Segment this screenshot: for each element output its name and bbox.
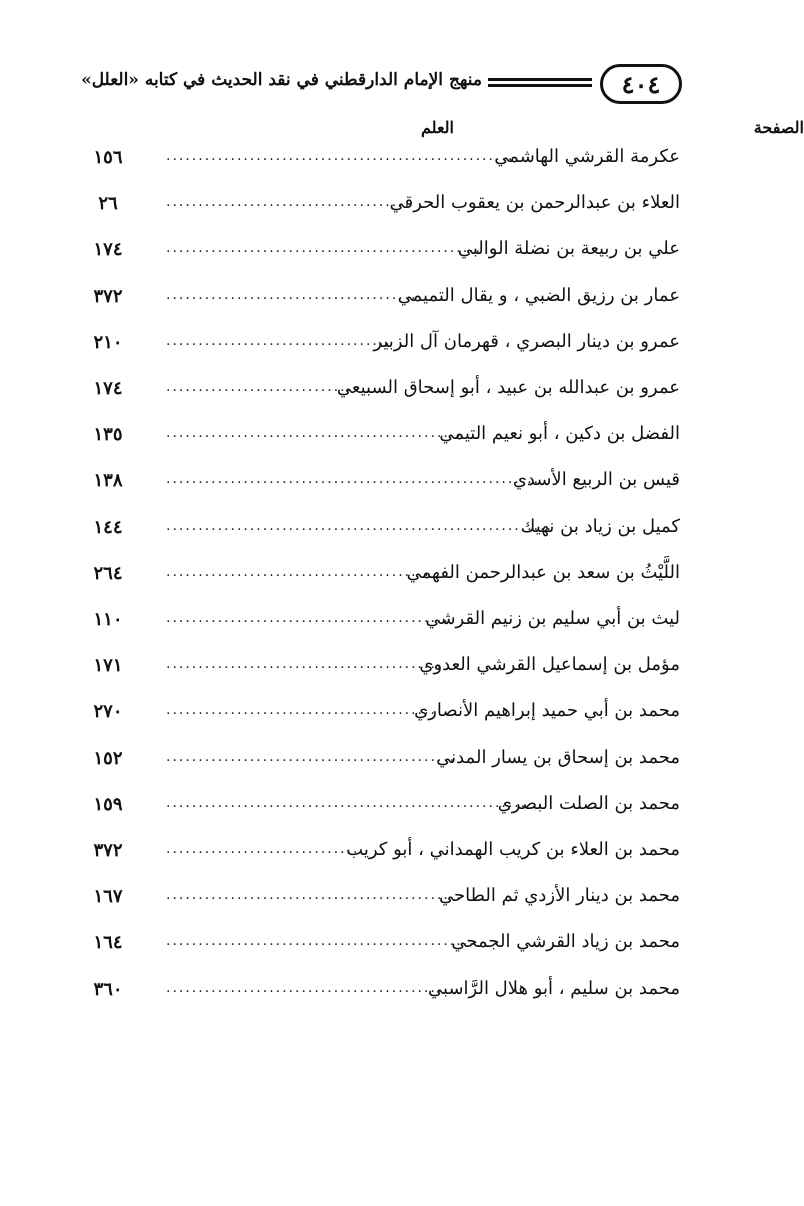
entry-name: محمد بن العلاء بن كريب الهمداني ، أبو كريب <box>346 839 680 860</box>
dot-leader: ........................................................ <box>166 794 528 811</box>
index-entry <box>0 600 732 646</box>
entry-name: محمد بن الصلت البصري <box>497 792 680 814</box>
entry-page: ٢٧٠ <box>93 701 123 723</box>
dot-leader: ............................. <box>166 379 354 395</box>
entry-name: عمار بن رزيق الضبي ، و يقال التميمي <box>397 284 680 306</box>
dot-leader: .............................................. <box>166 425 463 442</box>
dot-leader: .............................................. <box>166 887 463 904</box>
entry-page: ٣٧٢ <box>93 840 123 861</box>
entry-page: ١٧٤ <box>93 378 123 399</box>
entry-page: ١١٠ <box>93 609 123 630</box>
dot-leader: ............................................ <box>166 979 450 996</box>
index-entry <box>0 785 732 831</box>
entry-name: ليث بن أبي سليم بن زنيم القرشي <box>425 608 680 629</box>
index-entry <box>0 415 732 461</box>
index-entry <box>0 138 732 184</box>
entry-page: ٣٦٠ <box>93 978 123 1000</box>
index-entry <box>0 970 732 1016</box>
entry-page: ١٣٨ <box>93 470 123 492</box>
entry-name: محمد بن سليم ، أبو هلال الرَّاسبي <box>428 977 680 999</box>
dot-leader: ............................................................ <box>166 517 554 534</box>
index-entry <box>0 277 732 323</box>
entry-name: الفضل بن دكين ، أبو نعيم التيمي <box>439 423 680 445</box>
index-entry <box>0 923 732 969</box>
entry-name: عكرمة القرشي الهاشمي <box>494 146 680 167</box>
page-number-badge <box>600 64 682 104</box>
entry-name: محمد بن إسحاق بن يسار المدني <box>436 746 680 768</box>
entry-name: علي بن ربيعة بن نضلة الوالبي <box>457 238 680 260</box>
entry-page: ١٧٤ <box>93 239 123 261</box>
running-header <box>30 62 682 108</box>
entry-page: ١٦٤ <box>93 932 123 954</box>
entry-page: ٣٧٢ <box>93 285 123 307</box>
index-entry <box>0 877 732 923</box>
page-column-header: الصفحة <box>753 118 804 137</box>
entry-name: محمد بن دينار الأزدي ثم الطاحي <box>439 885 680 907</box>
dot-leader: ........................................... <box>166 656 444 673</box>
index-entry <box>0 831 732 877</box>
entry-page: ١٧١ <box>93 655 123 677</box>
header-rule <box>488 78 592 90</box>
index-entry <box>0 184 732 230</box>
entry-name: العلاء بن عبدالرحمن بن يعقوب الحرقي <box>389 192 680 214</box>
index-entry <box>0 692 732 738</box>
book-title: منهج الإمام الدارقطني في نقد الحديث في كتابه «العلل» <box>81 70 482 90</box>
entry-page: ١٤٤ <box>93 516 123 538</box>
entry-page: ١٦٧ <box>93 886 123 908</box>
dot-leader: ................................................. <box>166 240 483 257</box>
index-entry <box>0 646 732 692</box>
index-entry <box>0 461 732 507</box>
index-entry <box>0 369 732 415</box>
index-entry <box>0 508 732 554</box>
index-entry <box>0 739 732 785</box>
entry-name: عمرو بن دينار البصري ، قهرمان آل الزبير <box>373 330 680 352</box>
index-entry <box>0 554 732 600</box>
dot-leader: ......................................... <box>166 563 431 580</box>
dot-leader: ............................................. <box>166 748 457 765</box>
entry-page: ١٥٦ <box>93 147 123 168</box>
dot-leader: ............................................ <box>166 610 450 626</box>
dot-leader: .......................................... <box>166 702 437 719</box>
name-column-header: العلم <box>421 118 454 137</box>
entry-name: محمد بن أبي حميد إبراهيم الأنصاري <box>414 700 680 722</box>
index-entry <box>0 230 732 276</box>
dot-leader: .......................................................... <box>166 471 541 488</box>
dot-leader: ................................... <box>166 332 392 349</box>
index-entry <box>0 323 732 369</box>
entry-name: كميل بن زياد بن نهيك <box>520 515 680 537</box>
entry-page: ١٥٢ <box>93 747 123 769</box>
entry-name: اللَّيْثُ بن سعد بن عبدالرحمن الفهمي <box>406 561 680 583</box>
dot-leader: .............................. <box>166 841 360 857</box>
entry-page: ١٥٩ <box>93 793 123 815</box>
entry-page: ٢١٠ <box>93 331 123 353</box>
entry-name: عمرو بن عبدالله بن عبيد ، أبو إسحاق السبيعي <box>336 377 680 398</box>
dot-leader: ....................................................... <box>166 148 521 164</box>
dot-leader: ...................................... <box>166 194 412 211</box>
entry-page: ١٣٥ <box>93 424 123 446</box>
entry-name: قيس بن الربيع الأسدي <box>512 469 680 491</box>
dot-leader: ....................................... <box>166 286 418 303</box>
entry-page: ٢٦٤ <box>93 562 123 584</box>
entry-name: مؤمل بن إسماعيل القرشي العدوي <box>419 654 680 676</box>
page-number: ٤٠٤ <box>621 69 661 99</box>
dot-leader: ................................................ <box>166 933 476 950</box>
entry-name: محمد بن زياد القرشي الجمحي <box>451 931 680 953</box>
entry-page: ٢٦ <box>98 193 118 215</box>
